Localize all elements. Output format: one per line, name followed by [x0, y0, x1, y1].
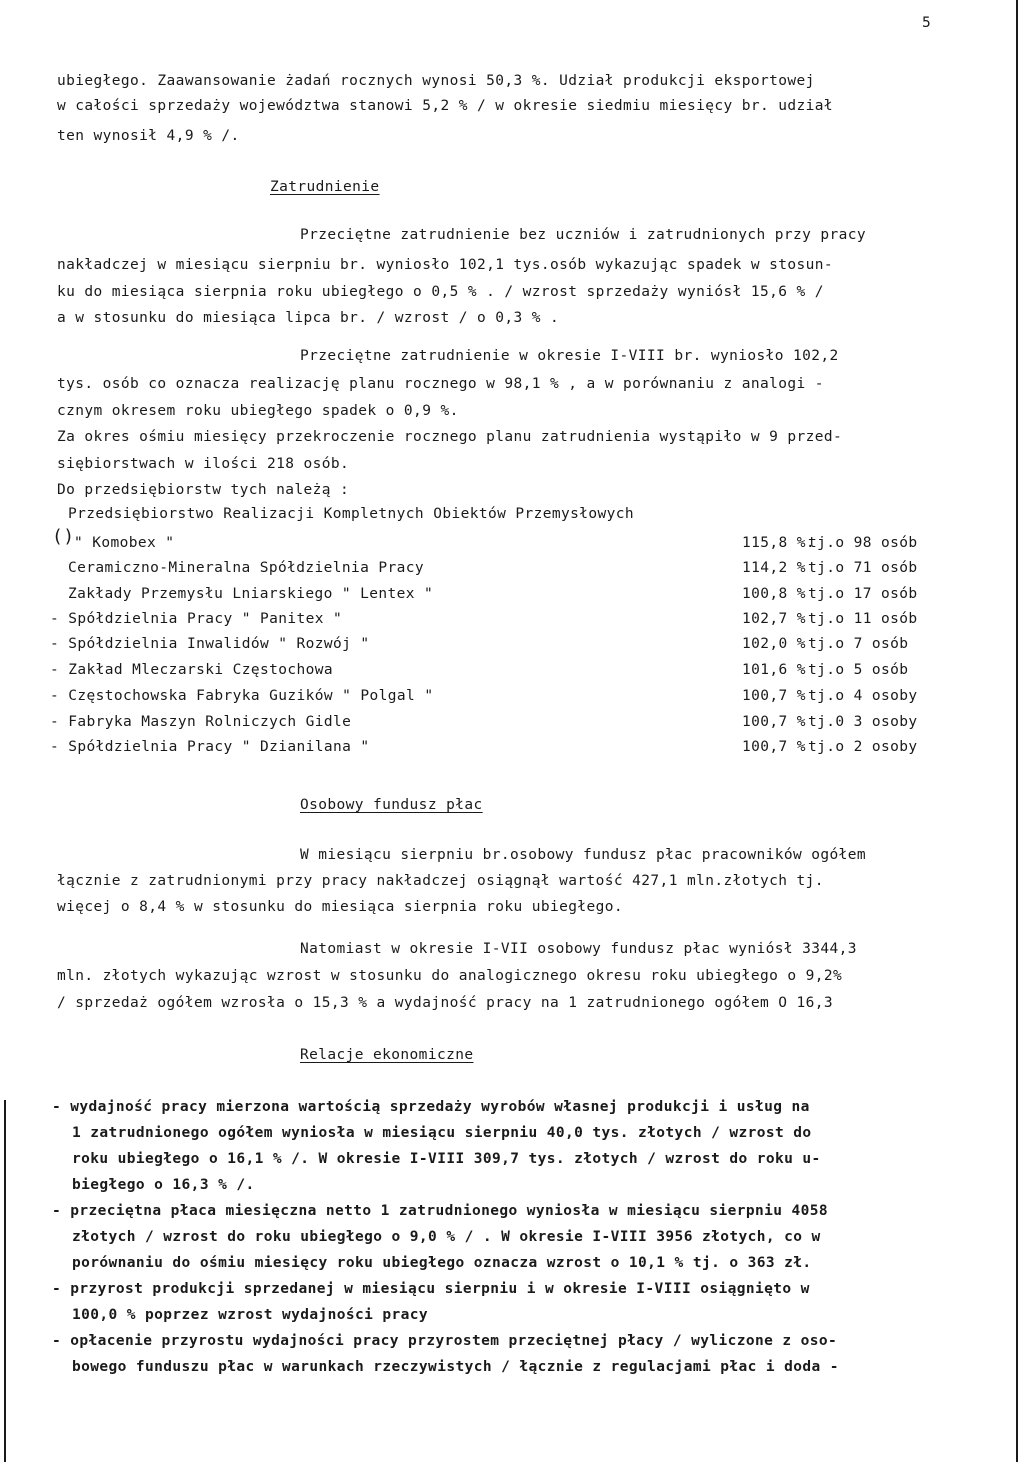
table-row-name: Ceramiczno-Mineralna Spółdzielnia Pracy: [68, 560, 425, 576]
table-row-count: tj.o 98 osób: [808, 535, 918, 551]
list-item: złotych / wzrost do roku ubiegłego o 9,0 % / . W okresie I-VIII 3956 złotych, co w: [72, 1229, 821, 1245]
table-row-percent: 114,2 %: [742, 560, 806, 576]
table-row-percent: 115,8 %.: [742, 535, 816, 551]
table-row-count: tj.o 5 osób: [808, 662, 909, 678]
list-item: - przeciętna płaca miesięczna netto 1 zatrudnionego wyniosła w miesiącu sierpniu 4058: [52, 1203, 829, 1219]
scan-edge-line: [1016, 0, 1018, 1462]
text-line: a w stosunku do miesiąca lipca br. / wzrost / o 0,3 % .: [57, 310, 560, 326]
text-line: Przedsiębiorstwo Realizacji Kompletnych Obiektów Przemysłowych: [68, 506, 635, 522]
text-line: nakładczej w miesiącu sierpniu br. wyniosło 102,1 tys.osób wykazując spadek w stosun-: [57, 257, 834, 273]
table-row-percent: 100,7 %: [742, 739, 806, 755]
table-row-percent: 101,6 %: [742, 662, 806, 678]
table-row-name: - Fabryka Maszyn Rolniczych Gidle: [50, 714, 352, 730]
list-item: roku ubiegłego o 16,1 % /. W okresie I-VIII 309,7 tys. złotych / wzrost do roku u-: [72, 1151, 821, 1167]
text-line: Do przedsiębiorstw tych należą :: [57, 482, 350, 498]
text-line: / sprzedaż ogółem wzrosła o 15,3 % a wydajność pracy na 1 zatrudnionego ogółem O 16,3: [57, 995, 834, 1011]
text-line: cznym okresem roku ubiegłego spadek o 0,9 %.: [57, 403, 459, 419]
table-row-percent: 102,0 %: [742, 636, 806, 652]
table-row-name: Zakłady Przemysłu Lniarskiego " Lentex ": [68, 586, 434, 602]
list-item: bowego funduszu płac w warunkach rzeczywistych / łącznie z regulacjami płac i doda -: [72, 1359, 839, 1375]
table-row-name: - Spółdzielnia Pracy " Dzianilana ": [50, 739, 370, 755]
text-line: ku do miesiąca sierpnia roku ubiegłego o 0,5 % . / wzrost sprzedaży wyniósł 15,6 % /: [57, 284, 824, 300]
list-item: - opłacenie przyrostu wydajności pracy przyrostem przeciętnej płacy / wyliczone z oso-: [52, 1333, 838, 1349]
table-row-count: tj.o 17 osób: [808, 586, 918, 602]
section-heading-fundusz: Osobowy fundusz płac: [300, 797, 483, 813]
table-row-count: tj.o 11 osób: [808, 611, 918, 627]
table-row-name: - Spółdzielnia Pracy " Panitex ": [50, 611, 343, 627]
list-item: 100,0 % poprzez wzrost wydajności pracy: [72, 1307, 429, 1323]
table-row-name: " Komobex ": [74, 535, 175, 551]
section-heading-relacje: Relacje ekonomiczne: [300, 1047, 474, 1063]
text-line: W miesiącu sierpniu br.osobowy fundusz płac pracowników ogółem: [300, 847, 867, 863]
margin-mark: (): [52, 526, 75, 547]
table-row-name: - Częstochowska Fabryka Guzików " Polgal ": [50, 688, 434, 704]
table-row-count: tj.o 71 osób: [808, 560, 918, 576]
table-row-count: tj.o 2 osoby: [808, 739, 918, 755]
table-row-count: tj.o 4 osoby: [808, 688, 918, 704]
table-row-name: - Zakład Mleczarski Częstochowa: [50, 662, 334, 678]
text-line: Natomiast w okresie I-VII osobowy fundusz płac wyniósł 3344,3: [300, 941, 857, 957]
table-row-percent: 100,7 %: [742, 688, 806, 704]
text-line: tys. osób co oznacza realizację planu rocznego w 98,1 % , a w porównaniu z analogi -: [57, 376, 824, 392]
text-line: siębiorstwach w ilości 218 osób.: [57, 456, 350, 472]
list-item: porównaniu do ośmiu miesięcy roku ubiegłego oznacza wzrost o 10,1 % tj. o 363 zł.: [72, 1255, 812, 1271]
page-number: 5: [922, 15, 932, 31]
table-row-count: tj.o 7 osób: [808, 636, 909, 652]
text-line: ten wynosił 4,9 % /.: [57, 128, 240, 144]
text-line: mln. złotych wykazując wzrost w stosunku do analogicznego okresu roku ubiegłego o 9,2%: [57, 968, 843, 984]
section-heading-zatrudnienie: Zatrudnienie: [270, 179, 380, 195]
text-line: Za okres ośmiu miesięcy przekroczenie rocznego planu zatrudnienia wystąpiło w 9 przed-: [57, 429, 843, 445]
table-row-percent: 100,8 %: [742, 586, 806, 602]
text-line: w całości sprzedaży województwa stanowi 5,2 % / w okresie siedmiu miesięcy br. udział: [57, 98, 834, 114]
table-row-percent: 102,7 %: [742, 611, 806, 627]
table-row-count: tj.0 3 osoby: [808, 714, 918, 730]
text-line: łącznie z zatrudnionymi przy pracy nakładczej osiągnął wartość 427,1 mln.złotych tj.: [57, 873, 824, 889]
text-line: ubiegłego. Zaawansowanie żadań rocznych wynosi 50,3 %. Udział produkcji eksportowej: [57, 73, 815, 89]
scan-edge-line: [4, 1100, 6, 1462]
table-row-name: - Spółdzielnia Inwalidów " Rozwój ": [50, 636, 370, 652]
text-line: Przeciętne zatrudnienie w okresie I-VIII br. wyniosło 102,2: [300, 348, 839, 364]
list-item: biegłego o 16,3 % /.: [72, 1177, 255, 1193]
text-line: więcej o 8,4 % w stosunku do miesiąca sierpnia roku ubiegłego.: [57, 899, 624, 915]
table-row-percent: 100,7 %: [742, 714, 806, 730]
list-item: - przyrost produkcji sprzedanej w miesiącu sierpniu i w okresie I-VIII osiągnięto w: [52, 1281, 810, 1297]
list-item: 1 zatrudnionego ogółem wyniosła w miesiącu sierpniu 40,0 tys. złotych / wzrost do: [72, 1125, 812, 1141]
text-line: Przeciętne zatrudnienie bez uczniów i zatrudnionych przy pracy: [300, 227, 867, 243]
list-item: - wydajność pracy mierzona wartością sprzedaży wyrobów własnej produkcji i usług na: [52, 1099, 810, 1115]
